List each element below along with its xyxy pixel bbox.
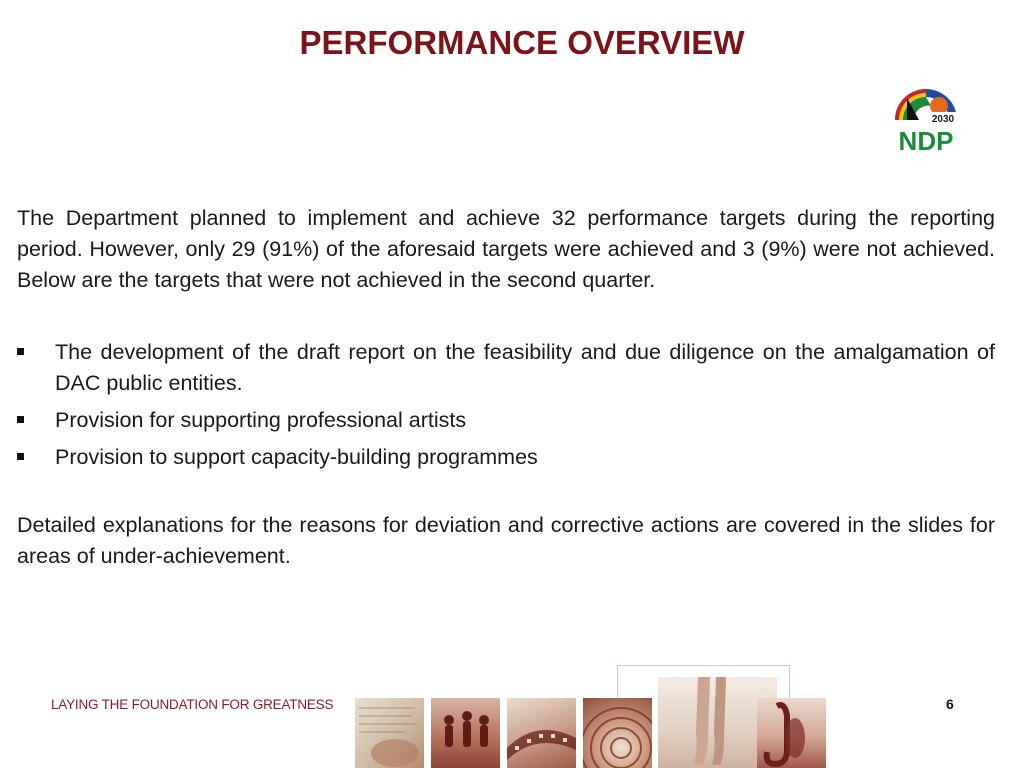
square-bullet-icon	[17, 453, 24, 460]
photo-saxophone	[757, 698, 826, 768]
logo-acronym: NDP	[898, 126, 954, 154]
page-number: 6	[946, 696, 954, 712]
square-bullet-icon	[17, 416, 24, 423]
photo-frame-outline	[617, 665, 790, 768]
list-item-text: Provision for supporting professional artists	[55, 408, 467, 432]
closing-paragraph: Detailed explanations for the reasons for deviation and corrective actions are covered in the slides for areas of under-achievement.	[17, 513, 995, 568]
photo-dancers	[431, 698, 500, 768]
photo-beadwork	[583, 698, 652, 768]
photo-handwriting	[355, 698, 424, 768]
list-item	[17, 442, 995, 473]
square-bullet-icon	[17, 348, 24, 355]
list-item	[17, 337, 995, 399]
photo-film-reel	[507, 698, 576, 768]
photo-ballet-shoes	[658, 677, 777, 768]
logo-year: 2030	[931, 114, 955, 125]
ndp-2030-logo	[887, 84, 965, 154]
slide-title: PERFORMANCE OVERVIEW	[299, 24, 745, 61]
list-item	[17, 405, 995, 436]
list-item-text: The development of the draft report on the feasibility and due diligence on the amalgamation of DAC public entities.	[55, 340, 995, 395]
list-item-text: Provision to support capacity-building programmes	[55, 445, 538, 469]
intro-paragraph: The Department planned to implement and achieve 32 performance targets during the reporting period. However, only 29 (91%) of the aforesaid targets were achieved and 3 (9%) were not achieved. Below are the targets that were not achieved in the second quarter.	[17, 206, 995, 292]
unachieved-targets-list	[17, 337, 995, 479]
footer-tagline: LAYING THE FOUNDATION FOR GREATNESS	[51, 697, 334, 712]
